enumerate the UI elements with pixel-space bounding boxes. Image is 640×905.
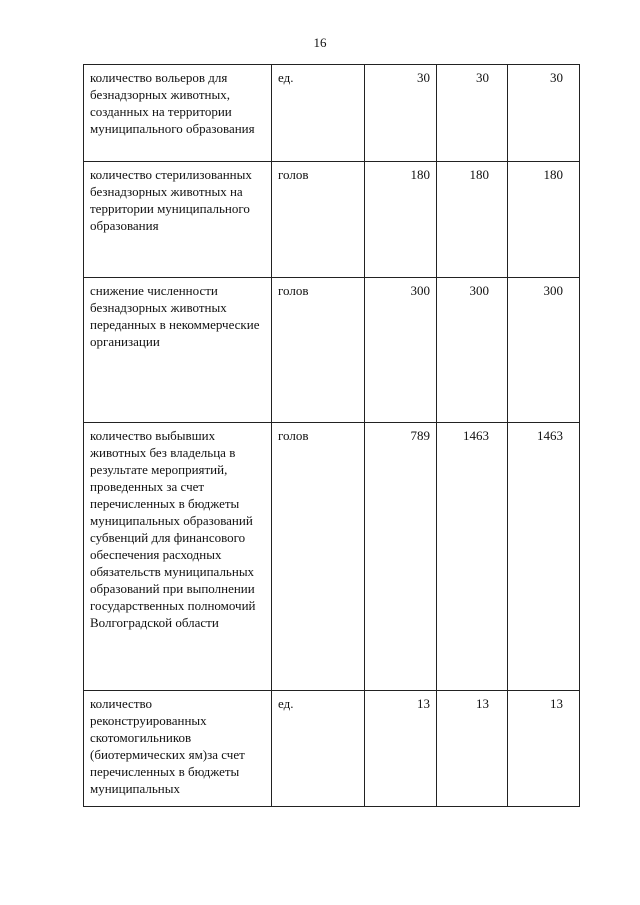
table-row bbox=[84, 278, 580, 423]
page-number: 16 bbox=[313, 35, 327, 50]
indicator-name: количество реконструированных скотомогильников (биотермических ям)за счет перечисленных в бюджеты муниципальных bbox=[84, 691, 272, 807]
indicator-name: количество вольеров для безнадзорных животных, созданных на территории муниципального образования bbox=[84, 65, 272, 162]
indicator-value: 13 bbox=[365, 691, 437, 807]
indicator-value: 789 bbox=[365, 423, 437, 691]
indicator-value: 180 bbox=[508, 162, 580, 278]
indicator-unit: голов bbox=[272, 278, 365, 423]
indicators-table bbox=[83, 64, 580, 807]
indicator-value: 300 bbox=[365, 278, 437, 423]
indicator-unit: ед. bbox=[272, 65, 365, 162]
indicator-name: количество выбывших животных без владельца в результате мероприятий, проведенных за счет перечисленных в бюджеты муниципальных образований субвенций для финансового обеспечения расходных обязательств муниципальных образований при выполнении государственных полномочий Волгоградской области bbox=[84, 423, 272, 691]
indicator-value: 180 bbox=[365, 162, 437, 278]
indicator-unit: голов bbox=[272, 162, 365, 278]
table-row bbox=[84, 65, 580, 162]
indicator-value: 30 bbox=[508, 65, 580, 162]
indicator-value: 13 bbox=[508, 691, 580, 807]
indicator-value: 300 bbox=[508, 278, 580, 423]
indicator-unit: голов bbox=[272, 423, 365, 691]
table-row bbox=[84, 423, 580, 691]
indicator-value: 300 bbox=[437, 278, 508, 423]
table-row bbox=[84, 691, 580, 807]
indicator-value: 180 bbox=[437, 162, 508, 278]
table-row bbox=[84, 162, 580, 278]
indicator-unit: ед. bbox=[272, 691, 365, 807]
indicator-value: 1463 bbox=[437, 423, 508, 691]
indicator-value: 30 bbox=[437, 65, 508, 162]
indicator-name: количество стерилизованных безнадзорных животных на территории муниципального образования bbox=[84, 162, 272, 278]
indicator-value: 30 bbox=[365, 65, 437, 162]
indicator-name: снижение численности безнадзорных животных переданных в некоммерческие организации bbox=[84, 278, 272, 423]
indicator-value: 13 bbox=[437, 691, 508, 807]
indicator-value: 1463 bbox=[508, 423, 580, 691]
